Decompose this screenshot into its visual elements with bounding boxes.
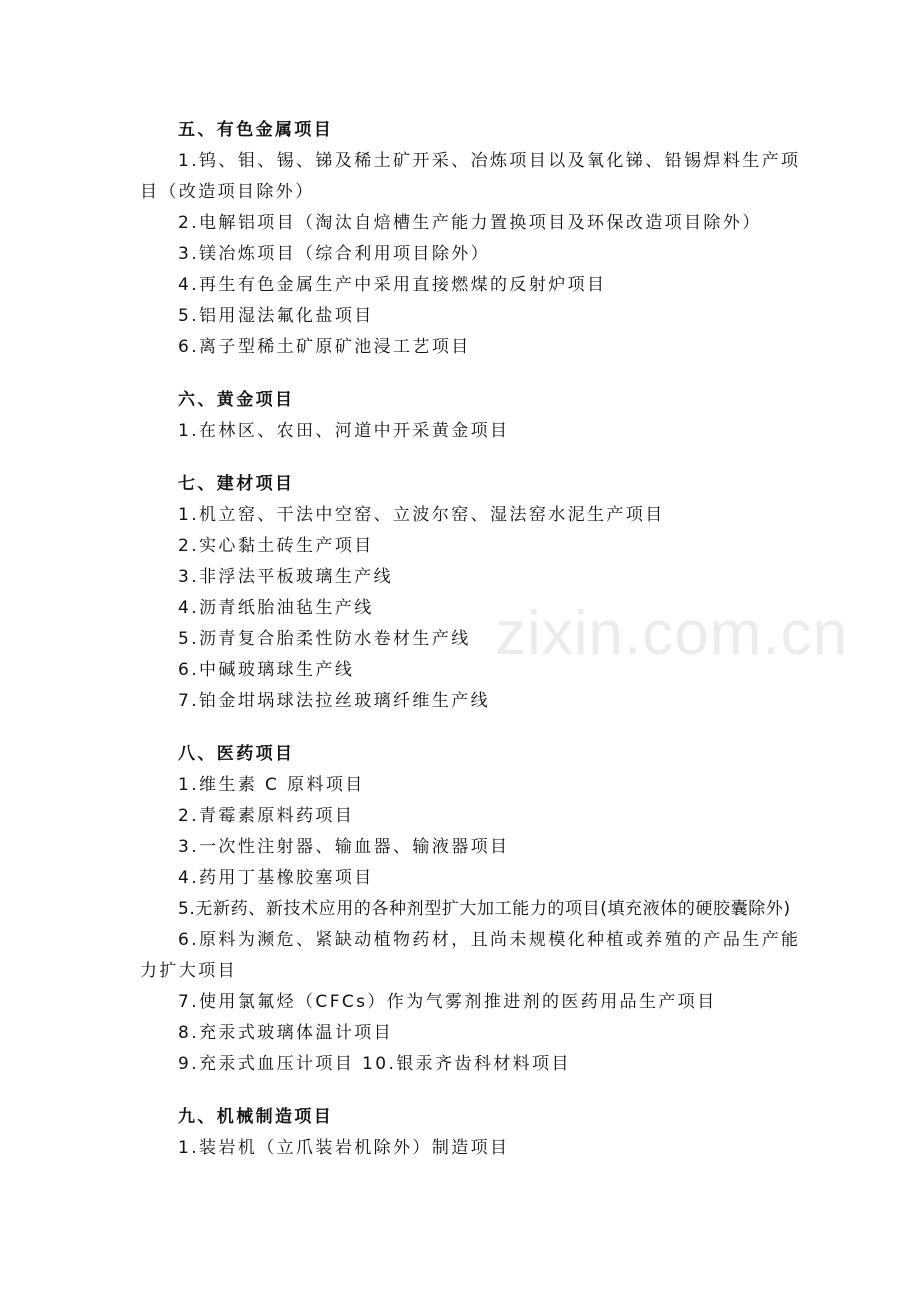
list-item: 5.沥青复合胎柔性防水卷材生产线 [178,629,471,649]
section-heading: 六、黄金项目 [178,390,295,410]
section-building-materials [140,469,805,717]
list-item: 6.中碱玻璃球生产线 [178,660,355,680]
section-heading: 七、建材项目 [178,474,295,494]
list-item: 2.电解铝项目（淘汰自焙槽生产能力置换项目及环保改造项目除外） [178,213,762,233]
section-heading: 八、医药项目 [178,744,295,764]
list-item: 9.充汞式血压计项目 10.银汞齐齿科材料项目 [178,1054,571,1074]
list-item: 7.铂金坩埚球法拉丝玻璃纤维生产线 [178,691,491,711]
document-body [140,115,805,1186]
list-item: 4.沥青纸胎油毡生产线 [178,598,374,618]
list-item: 3.非浮法平板玻璃生产线 [178,567,394,587]
list-item: 2.实心黏土砖生产项目 [178,536,374,556]
list-item: 1.钨、钼、锡、锑及稀土矿开采、冶炼项目以及氧化锑、铅锡焊料生产项目（改造项目除外） [140,151,801,202]
list-item: 1.装岩机（立爪装岩机除外）制造项目 [178,1138,510,1158]
watermark: zixin.com.cn [495,599,849,668]
section-nonferrous-metals [140,115,805,363]
list-item: 5.铝用湿法氟化盐项目 [178,306,374,326]
section-heading: 九、机械制造项目 [178,1107,334,1127]
list-item: 1.维生素 C 原料项目 [178,775,365,795]
list-item: 3.镁冶炼项目（综合利用项目除外） [178,244,491,264]
list-item: 6.原料为濒危、紧缺动植物药材，且尚未规模化种植或养殖的产品生产能力扩大项目 [140,930,801,981]
list-item: 5.无新药、新技术应用的各种剂型扩大加工能力的项目(填充液体的硬胶囊除外) [178,899,791,919]
list-item: 1.机立窑、干法中空窑、立波尔窑、湿法窑水泥生产项目 [178,505,665,525]
list-item: 4.药用丁基橡胶塞项目 [178,868,374,888]
list-item: 7.使用氯氟烃（CFCs）作为气雾剂推进剂的医药用品生产项目 [178,992,717,1012]
list-item: 8.充汞式玻璃体温计项目 [178,1023,394,1043]
list-item: 6.离子型稀土矿原矿池浸工艺项目 [178,337,471,357]
list-item: 2.青霉素原料药项目 [178,806,355,826]
section-gold [140,385,805,447]
section-machinery [140,1102,805,1164]
list-item: 3.一次性注射器、输血器、输液器项目 [178,837,510,857]
section-pharmaceuticals [140,739,805,1080]
list-item: 1.在林区、农田、河道中开采黄金项目 [178,421,510,441]
list-item: 4.再生有色金属生产中采用直接燃煤的反射炉项目 [178,275,607,295]
section-heading: 五、有色金属项目 [178,120,334,140]
